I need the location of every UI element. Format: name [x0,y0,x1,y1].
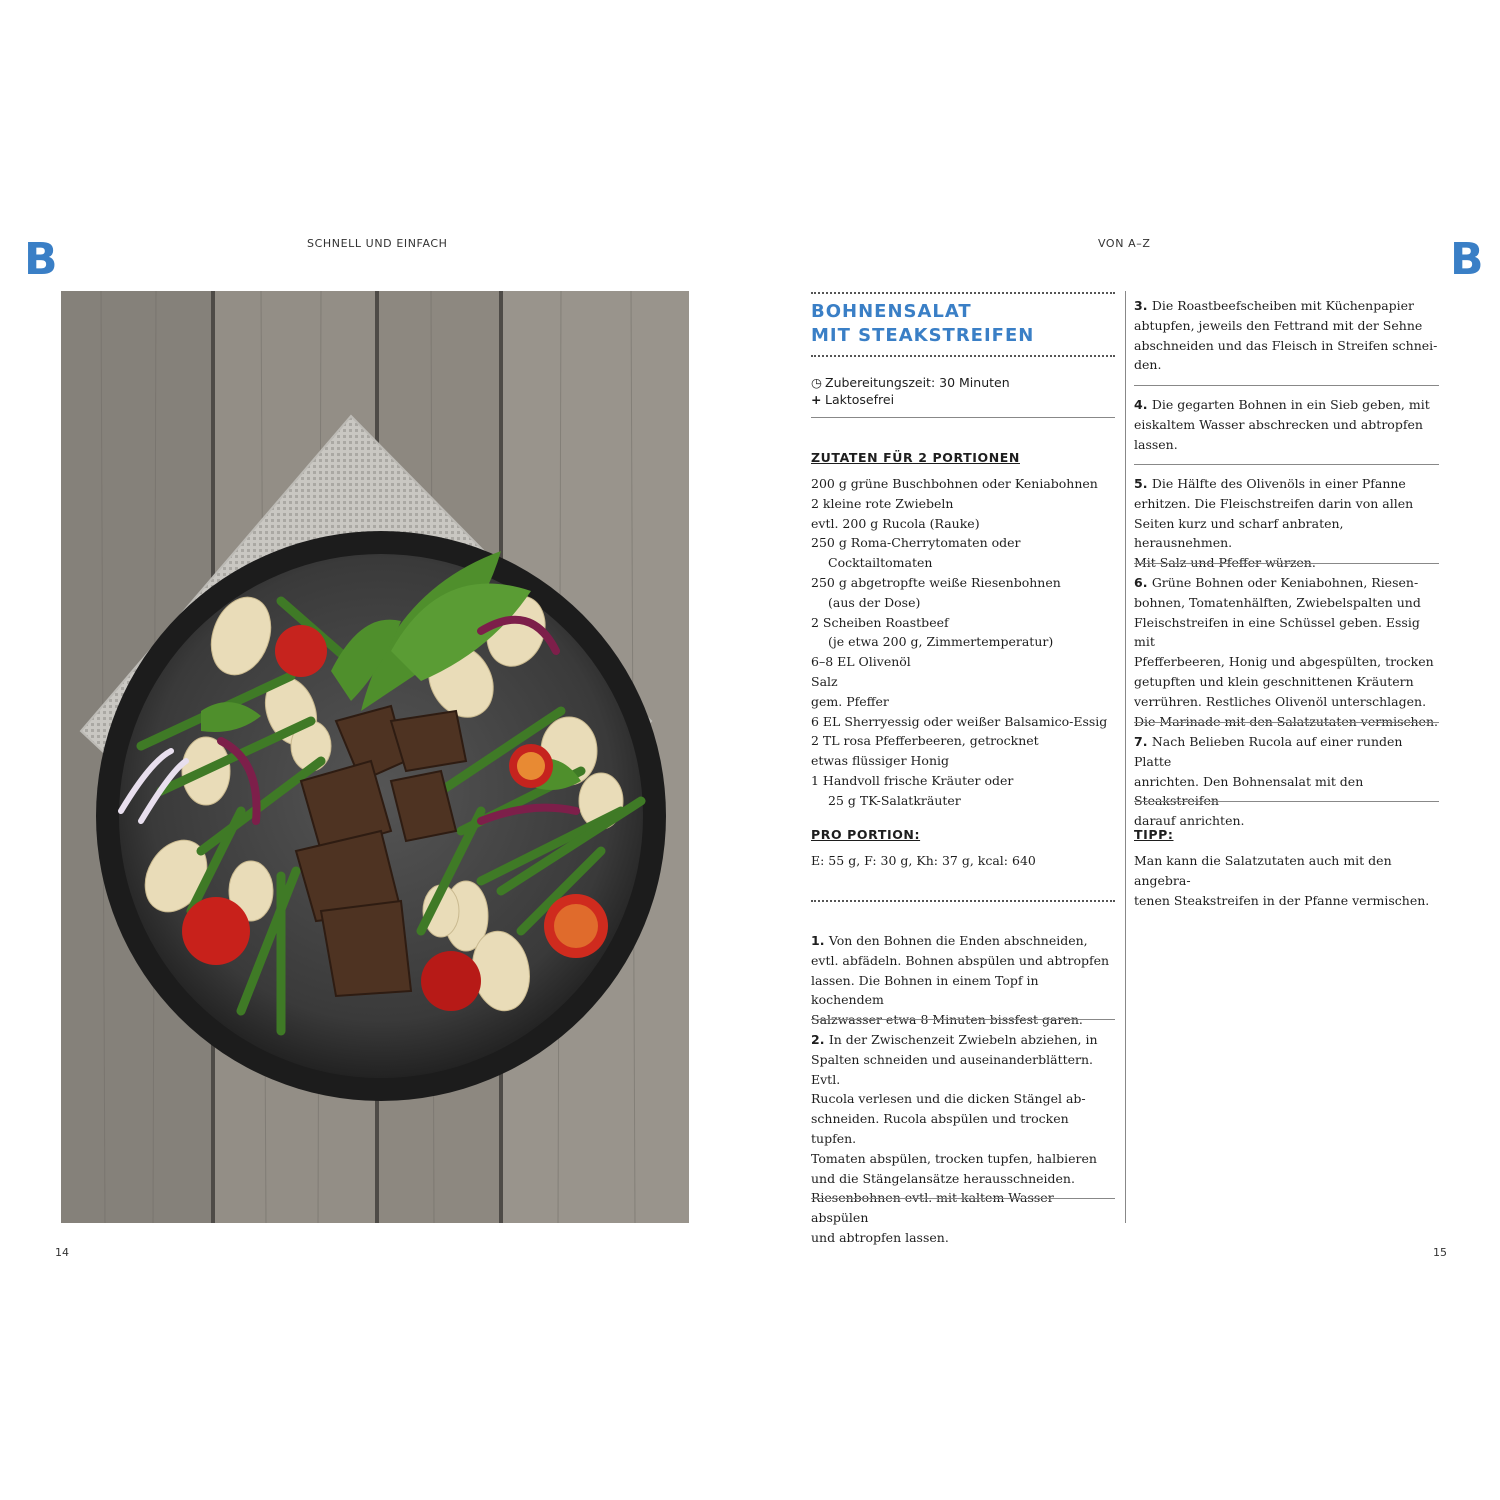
step-3 [1134,296,1439,375]
step-text: Die gegarten Bohnen in ein Sieb geben, mit [1151,397,1430,412]
step-line [811,1010,1115,1030]
divider [1134,563,1439,564]
recipe-title-line1: BOHNENSALAT [811,301,972,322]
step-number: 3. [1134,298,1152,313]
step-line [811,1149,1115,1169]
step-line [1134,474,1439,494]
step-line [811,1169,1115,1189]
divider [811,1198,1115,1199]
ingredient-item: 200 g grüne Buschbohnen oder Keniabohnen [811,476,1098,491]
step-4 [1134,395,1439,454]
step-text: darauf anrichten. [1134,813,1245,829]
step-line [1134,772,1439,812]
ingredient-item: evtl. 200 g Rucola (Rauke) [811,515,980,531]
ingredient-item: etwas flüssiger Honig [811,753,950,769]
tip-heading: TIPP: [1134,827,1174,842]
step-text: Die Marinade mit den Salatzutaten vermischen. [1134,713,1438,729]
step-1 [811,931,1115,1030]
step-text: Spalten schneiden und auseinanderblättern. Evtl. [811,1051,1094,1087]
plus-icon: + [811,392,822,407]
ingredients-heading: ZUTATEN FÜR 2 PORTIONEN [811,450,1020,465]
step-text: Tomaten abspülen, trocken tupfen, halbieren [811,1150,1097,1166]
step-5 [1134,474,1439,573]
tip-text [1134,851,1439,910]
divider [1134,385,1439,386]
step-text: abschneiden und das Fleisch in Streifen schnei- [1134,337,1438,353]
diet-tag: Laktosefrei [825,392,895,407]
step-line [811,1228,1115,1248]
step-line [1134,494,1439,514]
running-head-left: SCHNELL UND EINFACH [307,237,448,250]
step-number: 7. [1134,734,1152,749]
ingredient-item-continued: (aus der Dose) [828,594,921,610]
ingredient-item: 2 kleine rote Zwiebeln [811,495,954,511]
step-number: 5. [1134,476,1152,491]
step-number: 6. [1134,575,1152,590]
step-line [1134,652,1439,672]
divider [811,417,1115,418]
step-text: und abtropfen lassen. [811,1229,949,1245]
step-number: 4. [1134,397,1152,412]
step-line [1134,336,1439,356]
step-line [811,931,1115,951]
recipe-meta [811,374,1115,408]
recipe-photo [61,291,689,1223]
step-text: Pfefferbeeren, Honig und abgespülten, trocken [1134,654,1434,670]
step-number: 1. [811,933,829,948]
step-line [811,951,1115,971]
step-line [1134,672,1439,692]
step-line [811,971,1115,1011]
page-number-right: 15 [1433,1246,1447,1259]
step-7 [1134,732,1439,831]
divider [811,1019,1115,1020]
step-text: In der Zwischenzeit Zwiebeln abziehen, in [828,1032,1098,1047]
step-line [811,1109,1115,1149]
divider [1134,801,1439,802]
ingredient-item: 6 EL Sherryessig oder weißer Balsamico-Essig [811,713,1108,729]
step-line [1134,573,1439,593]
step-text: Salzwasser etwa 8 Minuten bissfest garen. [811,1012,1083,1028]
step-text: Nach Belieben Rucola auf einer runden Platte [1134,734,1403,769]
tip-line: tenen Steakstreifen in der Pfanne vermischen. [1134,892,1430,908]
step-number: 2. [811,1032,829,1047]
column-divider [1125,291,1126,1223]
step-text: Die Hälfte des Olivenöls in einer Pfanne [1151,476,1406,491]
step-text: Von den Bohnen die Enden abschneiden, [828,933,1088,948]
portion-heading: PRO PORTION: [811,827,921,842]
step-text: lassen. [1134,436,1178,452]
step-text: eiskaltem Wasser abschrecken und abtropfen [1134,416,1423,432]
ingredient-item: gem. Pfeffer [811,693,889,709]
step-text: Rucola verlesen und die dicken Stängel ab- [811,1091,1086,1107]
step-line [1134,732,1439,772]
step-text: lassen. Die Bohnen in einem Topf in kochendem [811,972,1039,1008]
dotted-rule-top [811,292,1115,294]
step-text: erhitzen. Die Fleischstreifen darin von allen [1134,495,1414,511]
dotted-rule-title [811,355,1115,357]
recipe-title [811,300,1115,348]
ingredient-item: 1 Handvoll frische Kräuter oder [811,772,1014,788]
step-6 [1134,573,1439,731]
section-letter-right: B [1450,234,1484,285]
step-line [1134,296,1439,316]
dotted-rule-steps [811,900,1115,902]
tip-line: Man kann die Salatzutaten auch mit den angebra- [1134,853,1392,888]
step-text: anrichten. Den Bohnensalat mit den Steakstreifen [1134,773,1364,809]
ingredient-item-continued: (je etwa 200 g, Zimmertemperatur) [828,634,1054,650]
ingredient-item-continued: Cocktailtomaten [828,555,933,571]
step-line [1134,355,1439,375]
step-text: Seiten kurz und scharf anbraten, herausnehmen. [1134,515,1344,551]
step-line [1134,415,1439,435]
section-letter-left: B [24,234,58,285]
step-text: verrühren. Restliches Olivenöl unterschlagen. [1134,693,1427,709]
step-text: Die Roastbeefscheiben mit Küchenpapier [1151,298,1415,313]
step-text: abtupfen, jeweils den Fettrand mit der Sehne [1134,317,1423,333]
divider [1134,464,1439,465]
step-text: den. [1134,357,1162,373]
step-text: schneiden. Rucola abspülen und trocken tupfen. [811,1111,1069,1146]
step-line [1134,395,1439,415]
ingredient-item: 250 g Roma-Cherrytomaten oder [811,535,1021,551]
step-line [1134,593,1439,613]
divider [1134,722,1439,723]
step-line [1134,692,1439,712]
ingredient-item: 6–8 EL Olivenöl [811,654,911,670]
prep-time: Zubereitungszeit: 30 Minuten [825,375,1010,390]
step-text: bohnen, Tomatenhälften, Zwiebelspalten und [1134,594,1421,610]
ingredient-item: 2 TL rosa Pfefferbeeren, getrocknet [811,733,1039,749]
step-text: evtl. abfädeln. Bohnen abspülen und abtropfen [811,952,1110,968]
step-2 [811,1030,1115,1248]
portion-values: E: 55 g, F: 30 g, Kh: 37 g, kcal: 640 [811,853,1036,868]
page-number-left: 14 [55,1246,69,1259]
step-text: und die Stängelansätze herausschneiden. [811,1170,1075,1186]
step-text: Riesenbohnen evtl. mit kaltem Wasser abspülen [811,1190,1054,1226]
step-line [1134,435,1439,455]
step-line [1134,811,1439,831]
ingredient-item-continued: 25 g TK-Salatkräuter [828,792,961,808]
clock-icon: ◷ [811,375,822,390]
step-line [811,1089,1115,1109]
step-text: Grüne Bohnen oder Keniabohnen, Riesen- [1151,575,1419,590]
step-text: Mit Salz und Pfeffer würzen. [1134,555,1316,571]
step-line [1134,613,1439,653]
step-line [811,1050,1115,1090]
ingredient-item: 250 g abgetropfte weiße Riesenbohnen [811,574,1061,590]
running-head-right: VON A–Z [1098,237,1151,250]
step-line [811,1188,1115,1228]
step-line [1134,514,1439,554]
ingredient-item: Salz [811,673,838,689]
step-line [811,1030,1115,1050]
step-text: getupften und klein geschnittenen Kräutern [1134,673,1414,689]
step-text: Fleischstreifen in eine Schüssel geben. Essig mit [1134,614,1420,650]
step-line [1134,316,1439,336]
ingredients-list [811,474,1115,811]
ingredient-item: 2 Scheiben Roastbeef [811,614,949,630]
recipe-title-line2: MIT STEAKSTREIFEN [811,325,1035,346]
